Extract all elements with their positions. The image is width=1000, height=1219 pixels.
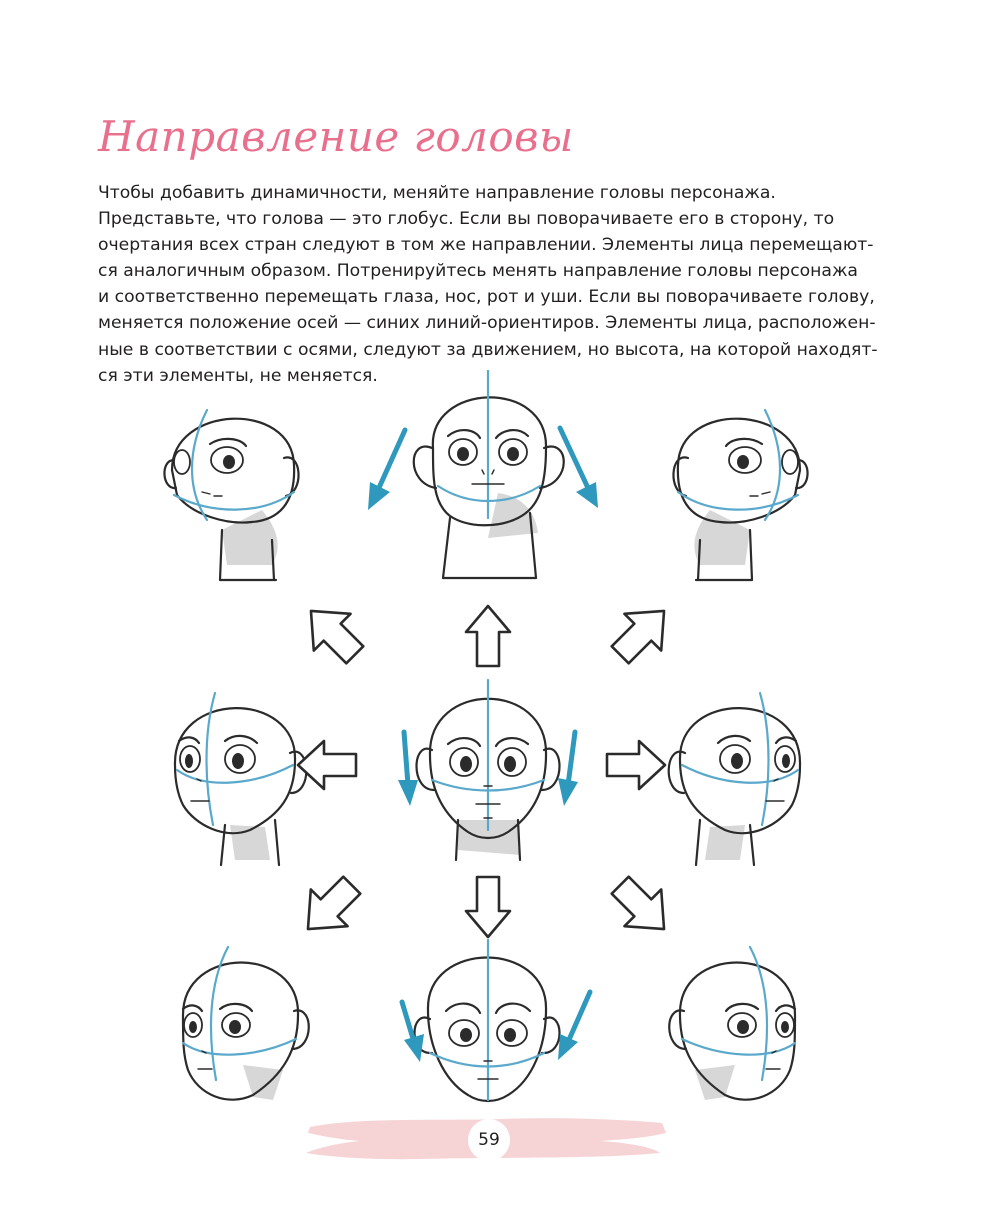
direction-arrow-up-left <box>293 593 374 674</box>
head-down-left <box>183 947 309 1100</box>
head-left <box>175 693 306 865</box>
head-up-right <box>673 410 807 580</box>
head-direction-illustration <box>150 370 850 1110</box>
direction-arrow-down-right <box>602 867 683 948</box>
blue-arrow-down-left <box>402 1002 424 1062</box>
direction-arrow-down <box>466 877 510 937</box>
head-down-right <box>669 947 795 1100</box>
blue-arrow-down-right <box>558 992 590 1060</box>
blue-arrow-front-right <box>558 732 578 806</box>
intro-line: Чтобы добавить динамичности, меняйте направление головы персонажа. <box>98 183 776 203</box>
direction-arrow-left <box>298 741 356 789</box>
direction-arrow-down-left <box>290 867 371 948</box>
direction-arrow-right <box>607 741 665 789</box>
blue-arrow-front-left <box>398 732 418 806</box>
page-number: 59 <box>468 1119 510 1161</box>
intro-line: Представьте, что голова — это глобус. Если вы поворачиваете его в сторону, то <box>98 209 835 230</box>
direction-arrow-up <box>466 606 510 666</box>
intro-line: ся эти элементы, не меняется. <box>98 365 378 386</box>
head-up <box>414 370 564 578</box>
blue-arrow-up-right <box>560 428 598 508</box>
intro-line: очертания всех стран следуют в том же направлении. Элементы лица перемещают- <box>98 235 874 256</box>
head-up-left <box>164 410 298 580</box>
head-right <box>669 693 800 865</box>
intro-line: и соответственно перемещать глаза, нос, рот и уши. Если вы поворачиваете голову, <box>98 287 875 308</box>
blue-arrow-up-left <box>368 430 405 510</box>
intro-paragraph <box>98 180 878 389</box>
intro-line: ные в соответствии с осями, следуют за движением, но высота, на которой находят- <box>98 339 878 360</box>
page-title: Направление головы <box>98 112 574 161</box>
intro-line: ся аналогичным образом. Потренируйтесь менять направление головы персонажа <box>98 261 858 282</box>
head-down <box>415 940 560 1101</box>
direction-arrow-up-right <box>602 593 683 674</box>
intro-line: меняется положение осей — синих линий-ориентиров. Элементы лица, расположен- <box>98 313 876 334</box>
head-front <box>417 680 560 860</box>
